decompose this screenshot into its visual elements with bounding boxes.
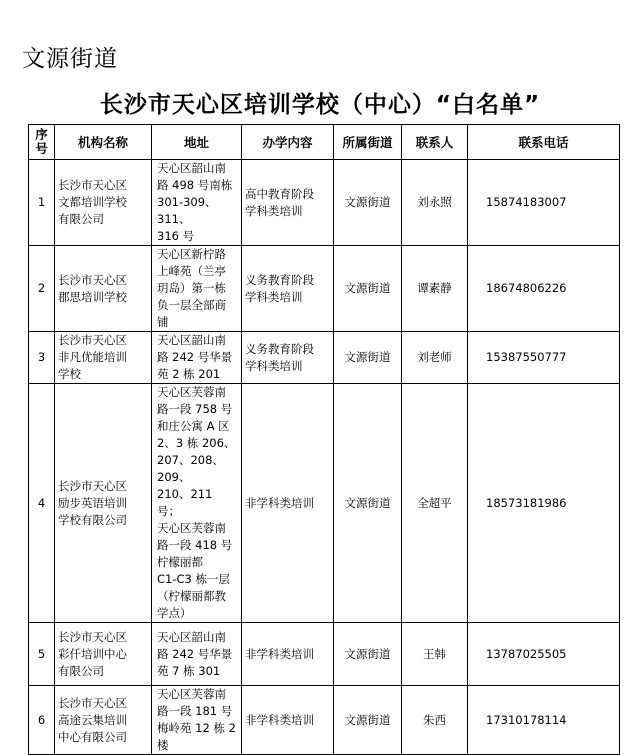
cell-content: 非学科类培训 (242, 686, 334, 755)
cell-content: 高中教育阶段 学科类培训 (242, 160, 334, 246)
cell-seq: 6 (29, 686, 55, 755)
cell-seq: 4 (29, 384, 55, 623)
cell-contact: 全超平 (402, 384, 468, 623)
table-row (29, 332, 620, 384)
table-row (29, 246, 620, 332)
cell-content: 义务教育阶段 学科类培训 (242, 246, 334, 332)
cell-seq: 2 (29, 246, 55, 332)
district-heading: 文源街道 (22, 46, 118, 72)
header-org-name: 机构名称 (55, 125, 152, 160)
cell-seq: 1 (29, 160, 55, 246)
cell-contact: 刘老师 (402, 332, 468, 384)
cell-content: 非学科类培训 (242, 384, 334, 623)
cell-address: 天心区韶山南 路 498 号南栋 301-309、311、 316 号 (152, 160, 242, 246)
cell-org-name: 长沙市天心区 高途云集培训 中心有限公司 (55, 686, 152, 755)
cell-content: 非学科类培训 (242, 623, 334, 686)
cell-street: 文源街道 (334, 246, 402, 332)
cell-content: 义务教育阶段 学科类培训 (242, 332, 334, 384)
cell-org-name: 长沙市天心区 励步英语培训 学校有限公司 (55, 384, 152, 623)
cell-street: 文源街道 (334, 160, 402, 246)
header-address: 地址 (152, 125, 242, 160)
table-row (29, 160, 620, 246)
header-street: 所属街道 (334, 125, 402, 160)
cell-phone: 18573181986 (468, 384, 620, 623)
header-phone: 联系电话 (468, 125, 620, 160)
cell-phone: 15874183007 (468, 160, 620, 246)
cell-address: 天心区芙蓉南 路一段 758 号 和庄公寓 A 区 2、3 栋 206、 207、208、209、 210、211 号； 天心区芙蓉南 路一段 418 号 柠檬丽都 C1-C3 栋一层 （柠檬丽都教 学点） (152, 384, 242, 623)
header-contact: 联系人 (402, 125, 468, 160)
cell-address: 天心区韶山南 路 242 号华景 苑 2 栋 201 (152, 332, 242, 384)
cell-address: 天心区新柠路 上峰苑（兰亭 玥岛）第一栋 负一层全部商 铺 (152, 246, 242, 332)
cell-address: 天心区韶山南 路 242 号华景 苑 7 栋 301 (152, 623, 242, 686)
cell-street: 文源街道 (334, 686, 402, 755)
cell-contact: 刘永照 (402, 160, 468, 246)
cell-org-name: 长沙市天心区 非凡优能培训 学校 (55, 332, 152, 384)
cell-contact: 朱西 (402, 686, 468, 755)
cell-phone: 15387550777 (468, 332, 620, 384)
cell-street: 文源街道 (334, 623, 402, 686)
document-title: 长沙市天心区培训学校（中心）“白名单” (99, 92, 541, 118)
cell-phone: 13787025505 (468, 623, 620, 686)
table-row (29, 623, 620, 686)
cell-street: 文源街道 (334, 384, 402, 623)
cell-phone: 18674806226 (468, 246, 620, 332)
cell-seq: 3 (29, 332, 55, 384)
table-row (29, 686, 620, 755)
cell-contact: 谭素静 (402, 246, 468, 332)
table-header-row (29, 125, 620, 160)
table-row (29, 384, 620, 623)
cell-org-name: 长沙市天心区 彩仟培训中心 有限公司 (55, 623, 152, 686)
cell-org-name: 长沙市天心区 文都培训学校 有限公司 (55, 160, 152, 246)
header-seq: 序 号 (29, 125, 55, 160)
cell-street: 文源街道 (334, 332, 402, 384)
cell-seq: 5 (29, 623, 55, 686)
cell-contact: 王韩 (402, 623, 468, 686)
cell-org-name: 长沙市天心区 郡思培训学校 (55, 246, 152, 332)
header-content: 办学内容 (242, 125, 334, 160)
whitelist-table (28, 124, 620, 755)
cell-phone: 17310178114 (468, 686, 620, 755)
cell-address: 天心区芙蓉南 路一段 181 号 梅岭苑 12 栋 2 楼 (152, 686, 242, 755)
